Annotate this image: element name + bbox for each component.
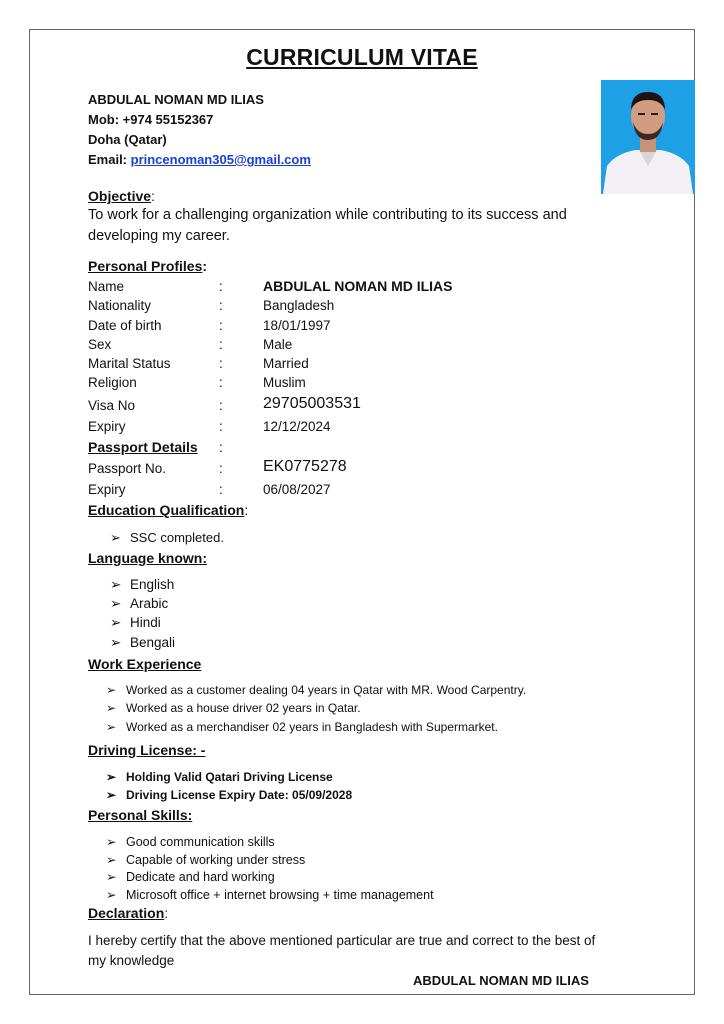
language-item-text: Bengali — [130, 635, 176, 650]
profile-colon: : — [219, 461, 223, 476]
languages-heading: Language known: — [88, 550, 207, 566]
skill-item-text: Capable of working under stress — [126, 853, 306, 867]
bullet-arrow-icon: ➢ — [106, 720, 117, 734]
mobile-number: Mob: +974 55152367 — [88, 112, 214, 127]
driving-item-text: Driving License Expiry Date: 05/09/2028 — [126, 788, 353, 802]
personal-profiles-heading-colon: : — [202, 258, 208, 274]
passport-label-number: Passport No. — [88, 461, 167, 476]
profile-colon: : — [219, 375, 223, 390]
skill-item-text: Dedicate and hard working — [126, 870, 275, 884]
skill-item — [106, 852, 305, 867]
profile-value-visa-expiry: 12/12/2024 — [263, 419, 331, 434]
work-item-text: Worked as a house driver 02 years in Qatar. — [126, 701, 361, 715]
profile-colon: : — [219, 356, 223, 371]
profile-label-visa-no: Visa No — [88, 398, 136, 413]
bullet-arrow-icon: ➢ — [106, 770, 117, 784]
profile-label-name: Name — [88, 279, 125, 294]
profile-value-name: ABDULAL NOMAN MD ILIAS — [263, 278, 453, 294]
work-item — [106, 720, 498, 734]
work-experience-heading: Work Experience — [88, 656, 202, 672]
declaration-line-1: I hereby certify that the above mentioned particular are true and correct to the best of — [88, 933, 596, 948]
bullet-arrow-icon: ➢ — [106, 835, 117, 849]
profile-value-nationality: Bangladesh — [263, 298, 335, 313]
personal-profiles-heading — [88, 258, 207, 274]
bullet-arrow-icon: ➢ — [110, 635, 122, 650]
profile-value-religion: Muslim — [263, 375, 306, 390]
passport-details-heading: Passport Details — [88, 439, 198, 455]
passport-value-number: EK0775278 — [263, 458, 347, 475]
signature-name: ABDULAL NOMAN MD ILIAS — [413, 973, 589, 988]
work-item — [106, 701, 361, 715]
profile-value-marital-status: Married — [263, 356, 309, 371]
profile-colon: : — [219, 482, 223, 497]
profile-colon: : — [219, 318, 223, 333]
objective-heading — [88, 188, 155, 204]
document-title: CURRICULUM VITAE — [246, 44, 478, 70]
education-heading-text: Education Qualification — [88, 502, 245, 518]
skill-item — [106, 834, 275, 849]
personal-profiles-heading-text: Personal Profiles — [88, 258, 203, 274]
bullet-arrow-icon: ➢ — [106, 788, 117, 802]
profile-photo — [601, 80, 695, 194]
language-item-text: English — [130, 577, 175, 592]
profile-label-sex: Sex — [88, 337, 112, 352]
personal-skills-heading: Personal Skills: — [88, 807, 193, 823]
declaration-line-2: my knowledge — [88, 953, 175, 968]
language-item — [110, 596, 168, 612]
declaration-heading-colon: : — [164, 905, 169, 921]
language-item — [110, 577, 174, 593]
education-heading — [88, 502, 248, 518]
profile-label-nationality: Nationality — [88, 298, 152, 313]
bullet-arrow-icon: ➢ — [106, 701, 117, 715]
email-link[interactable]: princenoman305@gmail.com — [130, 152, 311, 167]
profile-label-visa-expiry: Expiry — [88, 419, 126, 434]
declaration-heading — [88, 905, 168, 921]
education-heading-colon: : — [244, 502, 249, 518]
language-item-text: Hindi — [130, 615, 161, 630]
profile-value-sex: Male — [263, 337, 293, 352]
profile-colon: : — [219, 337, 223, 352]
profile-label-dob: Date of birth — [88, 318, 162, 333]
skill-item-text: Microsoft office + internet browsing + time management — [126, 888, 434, 902]
bullet-arrow-icon: ➢ — [106, 853, 117, 867]
bullet-arrow-icon: ➢ — [106, 870, 117, 884]
profile-value-visa-no: 29705003531 — [263, 395, 361, 412]
work-item — [106, 683, 526, 697]
education-item-text: SSC completed. — [130, 530, 224, 545]
bullet-arrow-icon: ➢ — [106, 888, 117, 902]
profile-colon: : — [219, 398, 223, 413]
email-line — [88, 152, 311, 167]
email-label: Email: — [88, 152, 131, 167]
profile-label-religion: Religion — [88, 375, 137, 390]
driving-item-text: Holding Valid Qatari Driving License — [126, 770, 333, 784]
work-item-text: Worked as a merchandiser 02 years in Bangladesh with Supermarket. — [126, 720, 498, 734]
objective-line-1: To work for a challenging organization while contributing to its success and — [88, 207, 567, 223]
passport-label-expiry: Expiry — [88, 482, 126, 497]
cv-page — [29, 29, 695, 995]
location: Doha (Qatar) — [88, 132, 167, 147]
work-item-text: Worked as a customer dealing 04 years in Qatar with MR. Wood Carpentry. — [126, 683, 527, 697]
candidate-name: ABDULAL NOMAN MD ILIAS — [88, 92, 264, 107]
skill-item — [106, 887, 434, 902]
skill-item-text: Good communication skills — [126, 835, 275, 849]
objective-heading-colon: : — [151, 188, 155, 204]
driving-item — [106, 770, 333, 784]
profile-value-dob: 18/01/1997 — [263, 318, 331, 333]
bullet-arrow-icon: ➢ — [110, 577, 122, 592]
driving-license-heading: Driving License: - — [88, 742, 206, 758]
objective-line-2: developing my career. — [88, 228, 230, 244]
language-item-text: Arabic — [130, 596, 169, 611]
passport-heading-colon: : — [219, 440, 223, 455]
profile-colon: : — [219, 279, 223, 294]
profile-label-marital-status: Marital Status — [88, 356, 171, 371]
bullet-arrow-icon: ➢ — [110, 530, 121, 545]
profile-colon: : — [219, 298, 223, 313]
declaration-heading-text: Declaration — [88, 905, 165, 921]
bullet-arrow-icon: ➢ — [110, 596, 122, 611]
passport-value-expiry: 06/08/2027 — [263, 482, 331, 497]
language-item — [110, 635, 175, 651]
profile-colon: : — [219, 419, 223, 434]
bullet-arrow-icon: ➢ — [106, 683, 117, 697]
bullet-arrow-icon: ➢ — [110, 615, 122, 630]
driving-item — [106, 788, 352, 802]
skill-item — [106, 869, 275, 884]
education-item — [110, 530, 224, 546]
objective-heading-text: Objective — [88, 188, 152, 204]
language-item — [110, 615, 161, 631]
